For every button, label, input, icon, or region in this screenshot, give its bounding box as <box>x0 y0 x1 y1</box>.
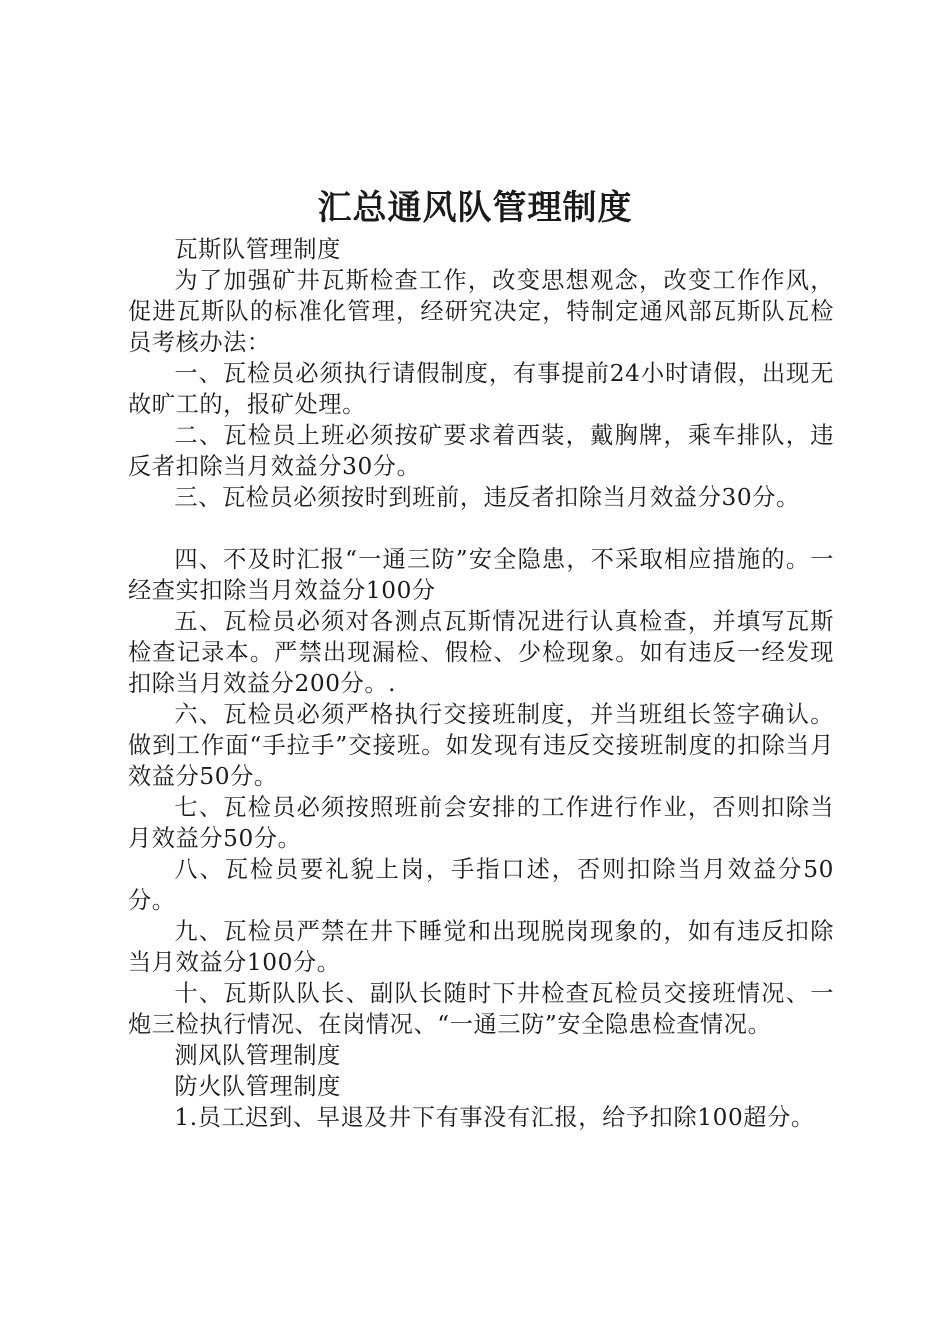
section-heading-wind-team: 测风队管理制度 <box>174 1042 341 1069</box>
rule-5: 五、瓦检员必须对各测点瓦斯情况进行认真检查，并填写瓦斯检查记录本。严禁出现漏检、假检、少检现象。如有违反一经发现扣除当月效益分200分。. <box>128 608 834 697</box>
rule-9: 九、瓦检员严禁在井下睡觉和出现脱岗现象的，如有违反扣除当月效益分100分。 <box>128 918 834 976</box>
rule-8: 八、瓦检员要礼貌上岗，手指口述，否则扣除当月效益分50分。 <box>128 856 834 914</box>
rule-4: 四、不及时汇报“一通三防”安全隐患，不采取相应措施的。一经查实扣除当月效益分100分 <box>128 546 834 604</box>
rule-7: 七、瓦检员必须按照班前会安排的工作进行作业，否则扣除当月效益分50分。 <box>128 794 834 852</box>
document-body <box>128 234 834 1133</box>
section-heading-gas-team: 瓦斯队管理制度 <box>174 236 341 263</box>
fire-rule-1: 1.员工迟到、早退及井下有事没有汇报，给予扣除100超分。 <box>174 1104 815 1131</box>
section-heading-fire-team: 防火队管理制度 <box>174 1073 341 1100</box>
document-title: 汇总通风队管理制度 <box>317 188 633 228</box>
rule-2: 二、瓦检员上班必须按矿要求着西装，戴胸牌，乘车排队，违反者扣除当月效益分30分。 <box>128 422 834 480</box>
rule-10: 十、瓦斯队队长、副队长随时下井检查瓦检员交接班情况、一炮三检执行情况、在岗情况、“一通三防”安全隐患检查情况。 <box>128 980 834 1038</box>
rule-1: 一、瓦检员必须执行请假制度，有事提前24小时请假，出现无故旷工的，报矿处理。 <box>128 360 834 418</box>
rule-3: 三、瓦检员必须按时到班前，违反者扣除当月效益分30分。 <box>174 484 800 511</box>
rule-6: 六、瓦检员必须严格执行交接班制度，并当班组长签字确认。做到工作面“手拉手”交接班。如发现有违反交接班制度的扣除当月效益分50分。 <box>128 701 834 790</box>
intro-paragraph: 为了加强矿井瓦斯检查工作，改变思想观念，改变工作作风，促进瓦斯队的标准化管理，经研究决定，特制定通风部瓦斯队瓦检员考核办法： <box>128 267 834 356</box>
